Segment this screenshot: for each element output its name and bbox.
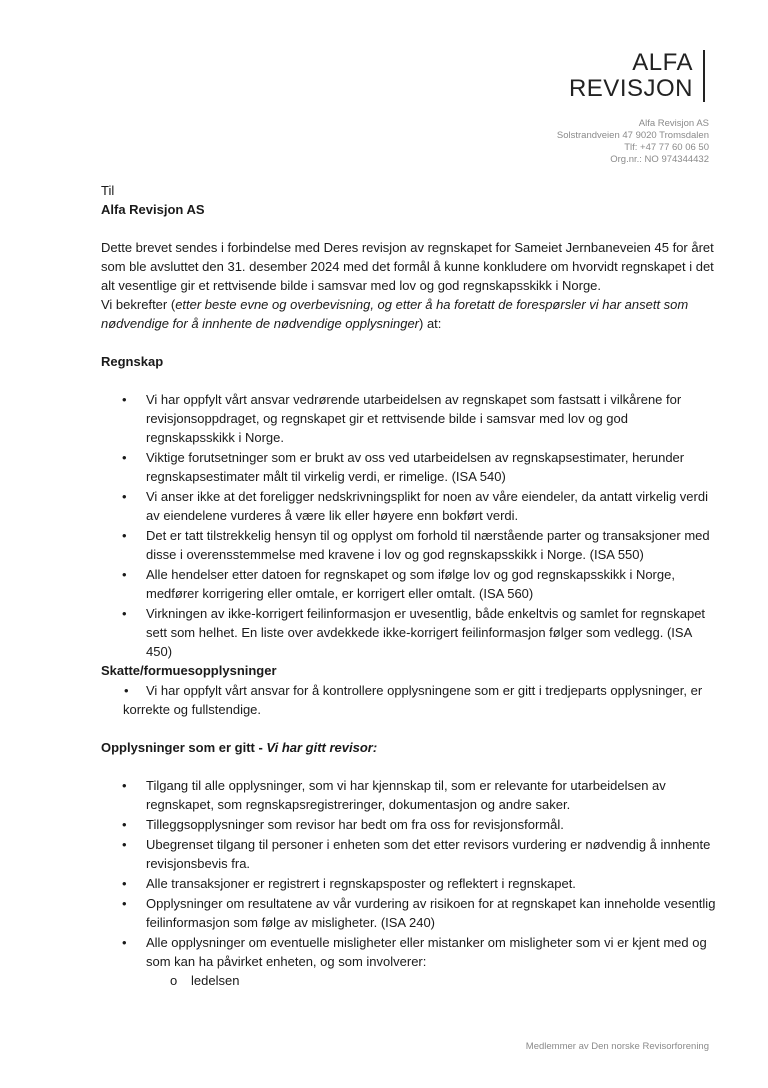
bullet-icon: • [122,528,127,543]
list-item [101,894,716,932]
list-item-text: Ubegrenset tilgang til personer i enheten som det etter revisors vurdering er nødvendig å innhente revisjonsbevis fra. [146,837,711,871]
list-item [101,874,716,893]
bullet-icon: • [122,896,127,911]
list-item [101,933,716,971]
section-heading-skatt: Skatte/formuesopplysninger [101,663,277,678]
confirmation-start: Vi bekrefter ( [101,297,176,312]
logo-line-2: REVISJON [568,75,693,102]
list-item-text: Det er tatt tilstrekkelig hensyn til og opplyst om forhold til nærstående parter og transaksjoner med disse i overensstemmelse med kravene i lov og god regnskapsskikk i Norge. (ISA 550) [146,528,710,562]
bullet-icon: • [122,935,127,950]
list-item-text: Alle opplysninger om eventuelle misligheter eller mistanker om misligheter som vi er kjent med og som kan ha påvirket enheten, og som involverer: [146,935,707,969]
list-item [101,390,716,447]
address-street: Solstrandveien 47 9020 Tromsdalen [556,130,709,141]
logo-bar [703,50,705,102]
list-item [101,487,716,525]
section-heading-opplysninger [101,738,716,757]
list-item [101,565,716,603]
list-item [101,681,716,719]
sub-list-item-text: ledelsen [191,973,240,988]
address-company: Alfa Revisjon AS [638,118,709,129]
list-item [101,835,716,873]
list-item [101,448,716,486]
list-item-text: Opplysninger om resultatene av vår vurdering av risikoen for at regnskapet kan inneholde vesentlig feilinformasjon som følge av misligheter. (ISA 240) [146,896,716,930]
list-item-text: Tilleggsopplysninger som revisor har bedt om fra oss for revisjonsformål. [146,817,564,832]
confirmation-end: ) at: [419,316,442,331]
company-logo [568,46,707,106]
confirmation-italic: etter beste evne og overbevisning, og etter å ha foretatt de forespørsler vi har ansett som nødvendige for å innhente de nødvendige opplysninger [101,297,689,331]
sender-address [557,118,709,166]
circle-bullet-icon: o [170,973,178,988]
list-item-text: Virkningen av ikke-korrigert feilinformasjon er uvesentlig, både enkeltvis og samlet for regnskapet sett som helhet. En liste over avdekkede ikke-korrigert feilinformasjon følger som vedlegg. (ISA 450) [146,606,706,659]
heading-italic-part: Vi har gitt revisor: [266,740,378,755]
list-item [101,604,716,661]
sub-list-item [101,971,716,990]
bullet-icon: • [122,489,127,504]
bullet-icon: • [122,876,127,891]
letter-body [101,181,716,990]
bullet-icon: • [122,392,127,407]
bullet-icon: • [122,817,127,832]
logo-line-1: ALFA [632,49,693,76]
recipient-to: Til [101,183,115,198]
skatt-list [101,681,716,719]
section-heading-regnskap: Regnskap [101,354,164,369]
address-phone: Tlf: +47 77 60 06 50 [624,142,709,153]
bullet-icon: • [122,837,127,852]
page-footer: Medlemmer av Den norske Revisorforening [525,1041,709,1052]
confirmation-paragraph [101,295,716,333]
recipient-name: Alfa Revisjon AS [101,202,205,217]
list-item [101,776,716,814]
bullet-icon: • [122,606,127,621]
heading-bold-part: Opplysninger som er gitt - [101,740,267,755]
opplysninger-list [101,776,716,971]
bullet-icon: • [122,778,127,793]
bullet-icon: • [124,683,129,698]
bullet-icon: • [122,450,127,465]
list-item-text: Alle hendelser etter datoen for regnskapet og som ifølge lov og god regnskapsskikk i Norge, medfører korrigering eller omtale, er korrigert eller omtalt. (ISA 560) [146,567,675,601]
list-item [101,815,716,834]
list-item-text: Viktige forutsetninger som er brukt av oss ved utarbeidelsen av regnskapsestimater, herunder regnskapsestimater målt til virkelig verdi, er rimelige. (ISA 540) [146,450,685,484]
list-item-text: Vi anser ikke at det foreligger nedskrivningsplikt for noen av våre eiendeler, da antatt virkelig verdi av eiendelene vurderes å være lik eller høyere enn bokført verdi. [146,489,708,523]
intro-paragraph: Dette brevet sendes i forbindelse med Deres revisjon av regnskapet for Sameiet Jernbaneveien 45 for året som ble avsluttet den 31. desember 2024 med det formål å kunne konkludere om hvorvidt regnskapet i det alt vesentlige gir et rettvisende bilde i samsvar med lov og god regnskapsskikk i Norge. [101,240,714,293]
list-item-text: Alle transaksjoner er registrert i regnskapsposter og reflektert i regnskapet. [146,876,576,891]
list-item-text: Vi har oppfylt vårt ansvar for å kontrollere opplysningene som er gitt i tredjeparts opplysninger, er korrekte og fullstendige. [123,683,703,717]
list-item [101,526,716,564]
address-org: Org.nr.: NO 974344432 [610,154,709,165]
list-item-text: Tilgang til alle opplysninger, som vi har kjennskap til, som er relevante for utarbeidelsen av regnskapet, som regnskapsregistreringer, dokumentasjon og andre saker. [146,778,666,812]
list-item-text: Vi har oppfylt vårt ansvar vedrørende utarbeidelsen av regnskapet som fastsatt i vilkårene for revisjonsoppdraget, og regnskapet gir et rettvisende bilde i samsvar med lov og god regnskapsskikk i Norge. [146,392,682,445]
bullet-icon: • [122,567,127,582]
regnskap-list [101,390,716,661]
